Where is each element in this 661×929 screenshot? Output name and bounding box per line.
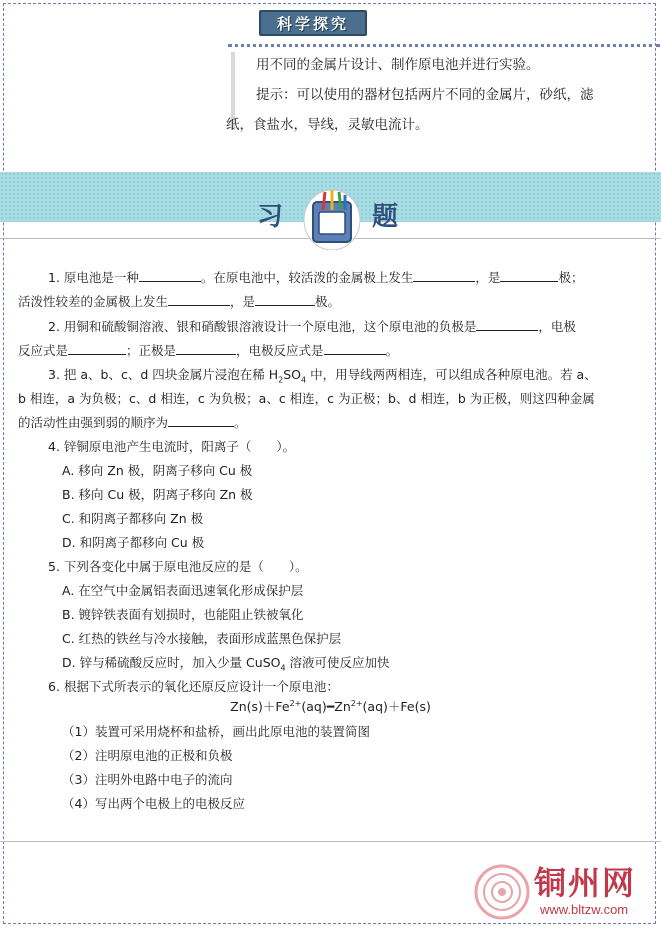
question-4-option-c: C. 和阴离子都移向 Zn 极 [62, 511, 204, 526]
question-6-stem: 6. 根据下式所表示的氧化还原反应设计一个原电池： [48, 679, 339, 694]
science-line-3: 纸，食盐水，导线，灵敏电流计。 [226, 117, 429, 133]
question-4-option-b: B. 移向 Cu 极，阴离子移向 Zn 极 [62, 487, 253, 502]
q3-text-b: SO [283, 367, 301, 382]
watermark-url: www.bltzw.com [540, 902, 629, 917]
q2-text-f: 。 [385, 343, 399, 358]
q5-d-text-2: 溶液可使反应加快 [285, 655, 390, 670]
q3-text-f: 。 [234, 415, 247, 430]
question-6-part-1: （1）装置可采用烧杯和盐桥，画出此原电池的装置简图 [62, 724, 370, 739]
exercise-title-char-2: 题 [372, 202, 399, 232]
folder-icon [303, 186, 361, 250]
q2-blank-4 [324, 342, 386, 355]
question-5-option-c: C. 红热的铁丝与冷水接触，表面形成蓝黑色保护层 [62, 631, 342, 646]
question-1-line-2 [18, 292, 648, 310]
question-4-stem: 4. 锌铜原电池产生电流时，阳离子（ ）。 [48, 439, 296, 454]
q3-text-c: 中，用导线两两相连，可以组成各种原电池。若 a、 [306, 367, 597, 382]
q3-sub-2: 4 [301, 375, 307, 385]
question-2-line-2 [18, 341, 648, 359]
q1-blank-3 [500, 269, 558, 282]
q2-text-b: ，电极 [538, 319, 576, 334]
q1-text-d: 极； [558, 270, 584, 285]
eq-sup-1: 2+ [289, 698, 302, 708]
q2-text-c: 反应式是 [18, 343, 69, 358]
q1-text-g: 极。 [315, 294, 341, 309]
eq-sup-2: 2+ [350, 698, 363, 708]
q2-blank-1 [476, 318, 538, 331]
q1-blank-4 [168, 293, 230, 306]
q1-blank-1 [139, 269, 201, 282]
q2-text-e: ，电极反应式是 [236, 343, 324, 358]
science-line-2: 提示：可以使用的器材包括两片不同的金属片，砂纸，滤 [256, 87, 594, 103]
bottom-divider [0, 841, 661, 842]
eq-part-a: Zn(s)＋Fe [230, 699, 290, 714]
q3-sub-1: 2 [278, 375, 284, 385]
question-5-stem: 5. 下列各变化中属于原电池反应的是（ ）。 [48, 559, 308, 574]
q1-text-f: ，是 [230, 294, 256, 309]
question-5-option-a: A. 在空气中金属铝表面迅速氧化形成保护层 [62, 583, 304, 598]
watermark-site-name: 铜州网 [534, 864, 637, 902]
q3-text-a: 3. 把 a、b、c、d 四块金属片浸泡在稀 H [48, 367, 279, 382]
q3-text-e: 的活动性由强到弱的顺序为 [18, 415, 169, 430]
q1-text-e: 活泼性较差的金属极上发生 [18, 294, 169, 309]
q1-text-a: 1. 原电池是一种 [48, 270, 139, 285]
science-inquiry-label: 科学探究 [259, 10, 367, 36]
exercise-title-char-1: 习 [257, 202, 284, 232]
q5-d-sub: 4 [280, 663, 286, 673]
eq-part-b: (aq)━Zn [301, 699, 351, 714]
question-3-line-1 [48, 365, 661, 385]
q5-d-text-1: D. 锌与稀硫酸反应时，加入少量 CuSO [62, 655, 281, 670]
q3-blank-1 [168, 414, 234, 427]
q1-text-c: ，是 [475, 270, 501, 285]
question-5-option-b: B. 镀锌铁表面有划损时，也能阻止铁被氧化 [62, 607, 304, 622]
science-line-1: 用不同的金属片设计、制作原电池并进行实验。 [256, 57, 540, 73]
q1-blank-5 [255, 293, 315, 306]
question-5-option-d [62, 653, 661, 673]
dotted-divider [228, 44, 660, 47]
q1-text-b: 。在原电池中，较活泼的金属极上发生 [200, 270, 414, 285]
q1-blank-2 [413, 269, 475, 282]
question-4-option-a: A. 移向 Zn 极，阴离子移向 Cu 极 [62, 463, 253, 478]
question-6-part-4: （4）写出两个电极上的电极反应 [62, 796, 245, 811]
q2-blank-3 [176, 342, 236, 355]
q2-text-a: 2. 用铜和硫酸铜溶液、银和硝酸银溶液设计一个原电池，这个原电池的负极是 [48, 319, 477, 334]
question-6-part-3: （3）注明外电路中电子的流向 [62, 772, 233, 787]
question-1-line-1 [48, 268, 661, 286]
q2-text-d: ；正极是 [126, 343, 177, 358]
question-2-line-1 [48, 317, 661, 335]
eq-part-c: (aq)＋Fe(s) [362, 699, 431, 714]
redox-equation [0, 697, 661, 715]
question-3-line-3 [18, 413, 648, 431]
question-3-line-2: b 相连，a 为负极；c、d 相连，c 为负极；a、c 相连，c 为正极；b、d 相连，b 为正极，则这四种金属 [18, 391, 595, 406]
question-4-option-d: D. 和阴离子都移向 Cu 极 [62, 535, 205, 550]
question-6-part-2: （2）注明原电池的正极和负极 [62, 748, 233, 763]
q2-blank-2 [68, 342, 126, 355]
